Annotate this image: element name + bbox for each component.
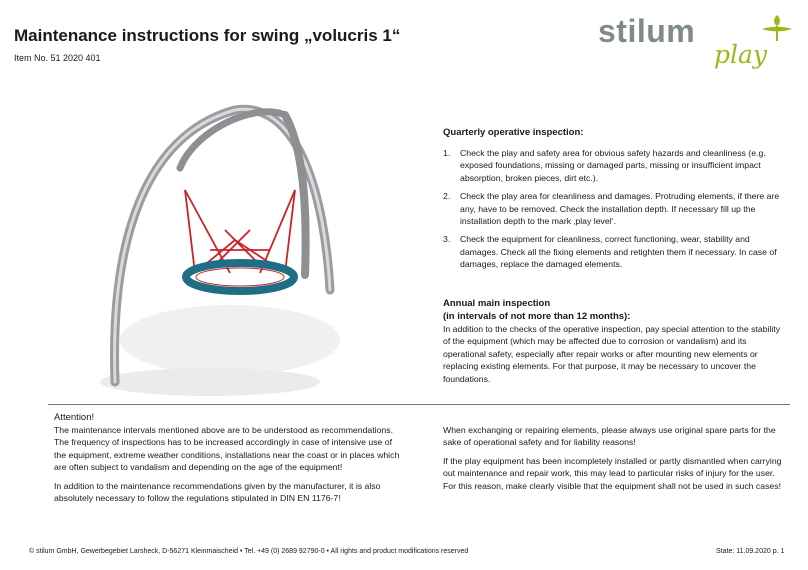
quarterly-inspection-list [443, 147, 788, 277]
annual-inspection-section [443, 297, 788, 385]
attention-paragraph: The maintenance intervals mentioned above are to be understood as recommendations. The frequency of inspections has to be increased accordingly in case of intensive use of the equipment, extreme weather conditions, installations near the coast or in places which are often subject to vandalism and depending on the age of the equipment! [54, 425, 400, 473]
document-title: Maintenance instructions for swing „volucris 1“ [14, 26, 401, 45]
list-item-text: Check the equipment for cleanliness, correct functioning, wear, stability and damages. Check all the fixing elements and retighten them if necessary. In case of damages, replace the damaged elements. [460, 234, 777, 270]
attention-title: Attention! [54, 412, 95, 423]
logo-tagline: play [714, 40, 768, 69]
list-item-text: Check the play and safety area for obvious safety hazards and cleanliness (e.g. exposed foundations, missing or damaged parts, missing or insufficient impact absorption, broken pieces, dirt etc.). [460, 148, 766, 183]
annual-inspection-text: In addition to the checks of the operative inspection, pay special attention to the stability of the equipment (which may be affected due to corrosion or vandalism) and its operational safety, especially after repair works or after mounting new elements or replacing existing elements. For that purpose, it may be necessary to uncover the foundations. [443, 324, 781, 384]
logo-leaf-icon [760, 13, 794, 43]
quarterly-inspection-title: Quarterly operative inspection: [443, 127, 584, 138]
list-item-number: 2. [443, 191, 451, 202]
spare-parts-paragraph: When exchanging or repairing elements, please always use original spare parts for the sake of operational safety and for liability reasons! [443, 425, 776, 448]
footer-text: © stilum GmbH, Gewerbegebiet Larsheck, D-56271 Kleinmaischeid • Tel. +49 (0) 2689 92790-0 • All rights and product modifications reserved [29, 548, 469, 555]
list-item-number: 3. [443, 234, 451, 245]
list-item [443, 233, 788, 270]
list-item [443, 190, 788, 227]
annual-inspection-title: Annual main inspection [443, 298, 551, 309]
footer-state: State: 11.09.2020 p. 1 [716, 548, 785, 555]
list-item [443, 147, 788, 184]
list-item-text: Check the play area for cleanliness and damages. Protruding elements, if there are any, have to be removed. Check the installation depth. If necessary fill up the installation depth to the mark ‚play level‘. [460, 191, 780, 227]
section-divider [48, 404, 790, 405]
item-number: Item No. 51 2020 401 [14, 53, 101, 63]
attention-regulations-paragraph: In addition to the maintenance recommendations given by the manufacturer, it is also absolutely necessary to follow the regulations stipulated in DIN EN 1176-7! [54, 480, 381, 504]
swing-illustration [85, 90, 355, 400]
logo-wordmark: stilum [598, 13, 696, 49]
attention-section [54, 411, 404, 504]
annual-inspection-interval: (in intervals of not more than 12 months): [443, 311, 631, 322]
spare-parts-section [443, 424, 788, 492]
list-item-number: 1. [443, 148, 451, 158]
incomplete-installation-paragraph: If the play equipment has been incompletely installed or partly dismantled when carrying out maintenance and repair work, this may lead to particular risks of injury for the user. For this reason, make clearly visible that the equipment shall not be used in such cases! [443, 455, 782, 491]
